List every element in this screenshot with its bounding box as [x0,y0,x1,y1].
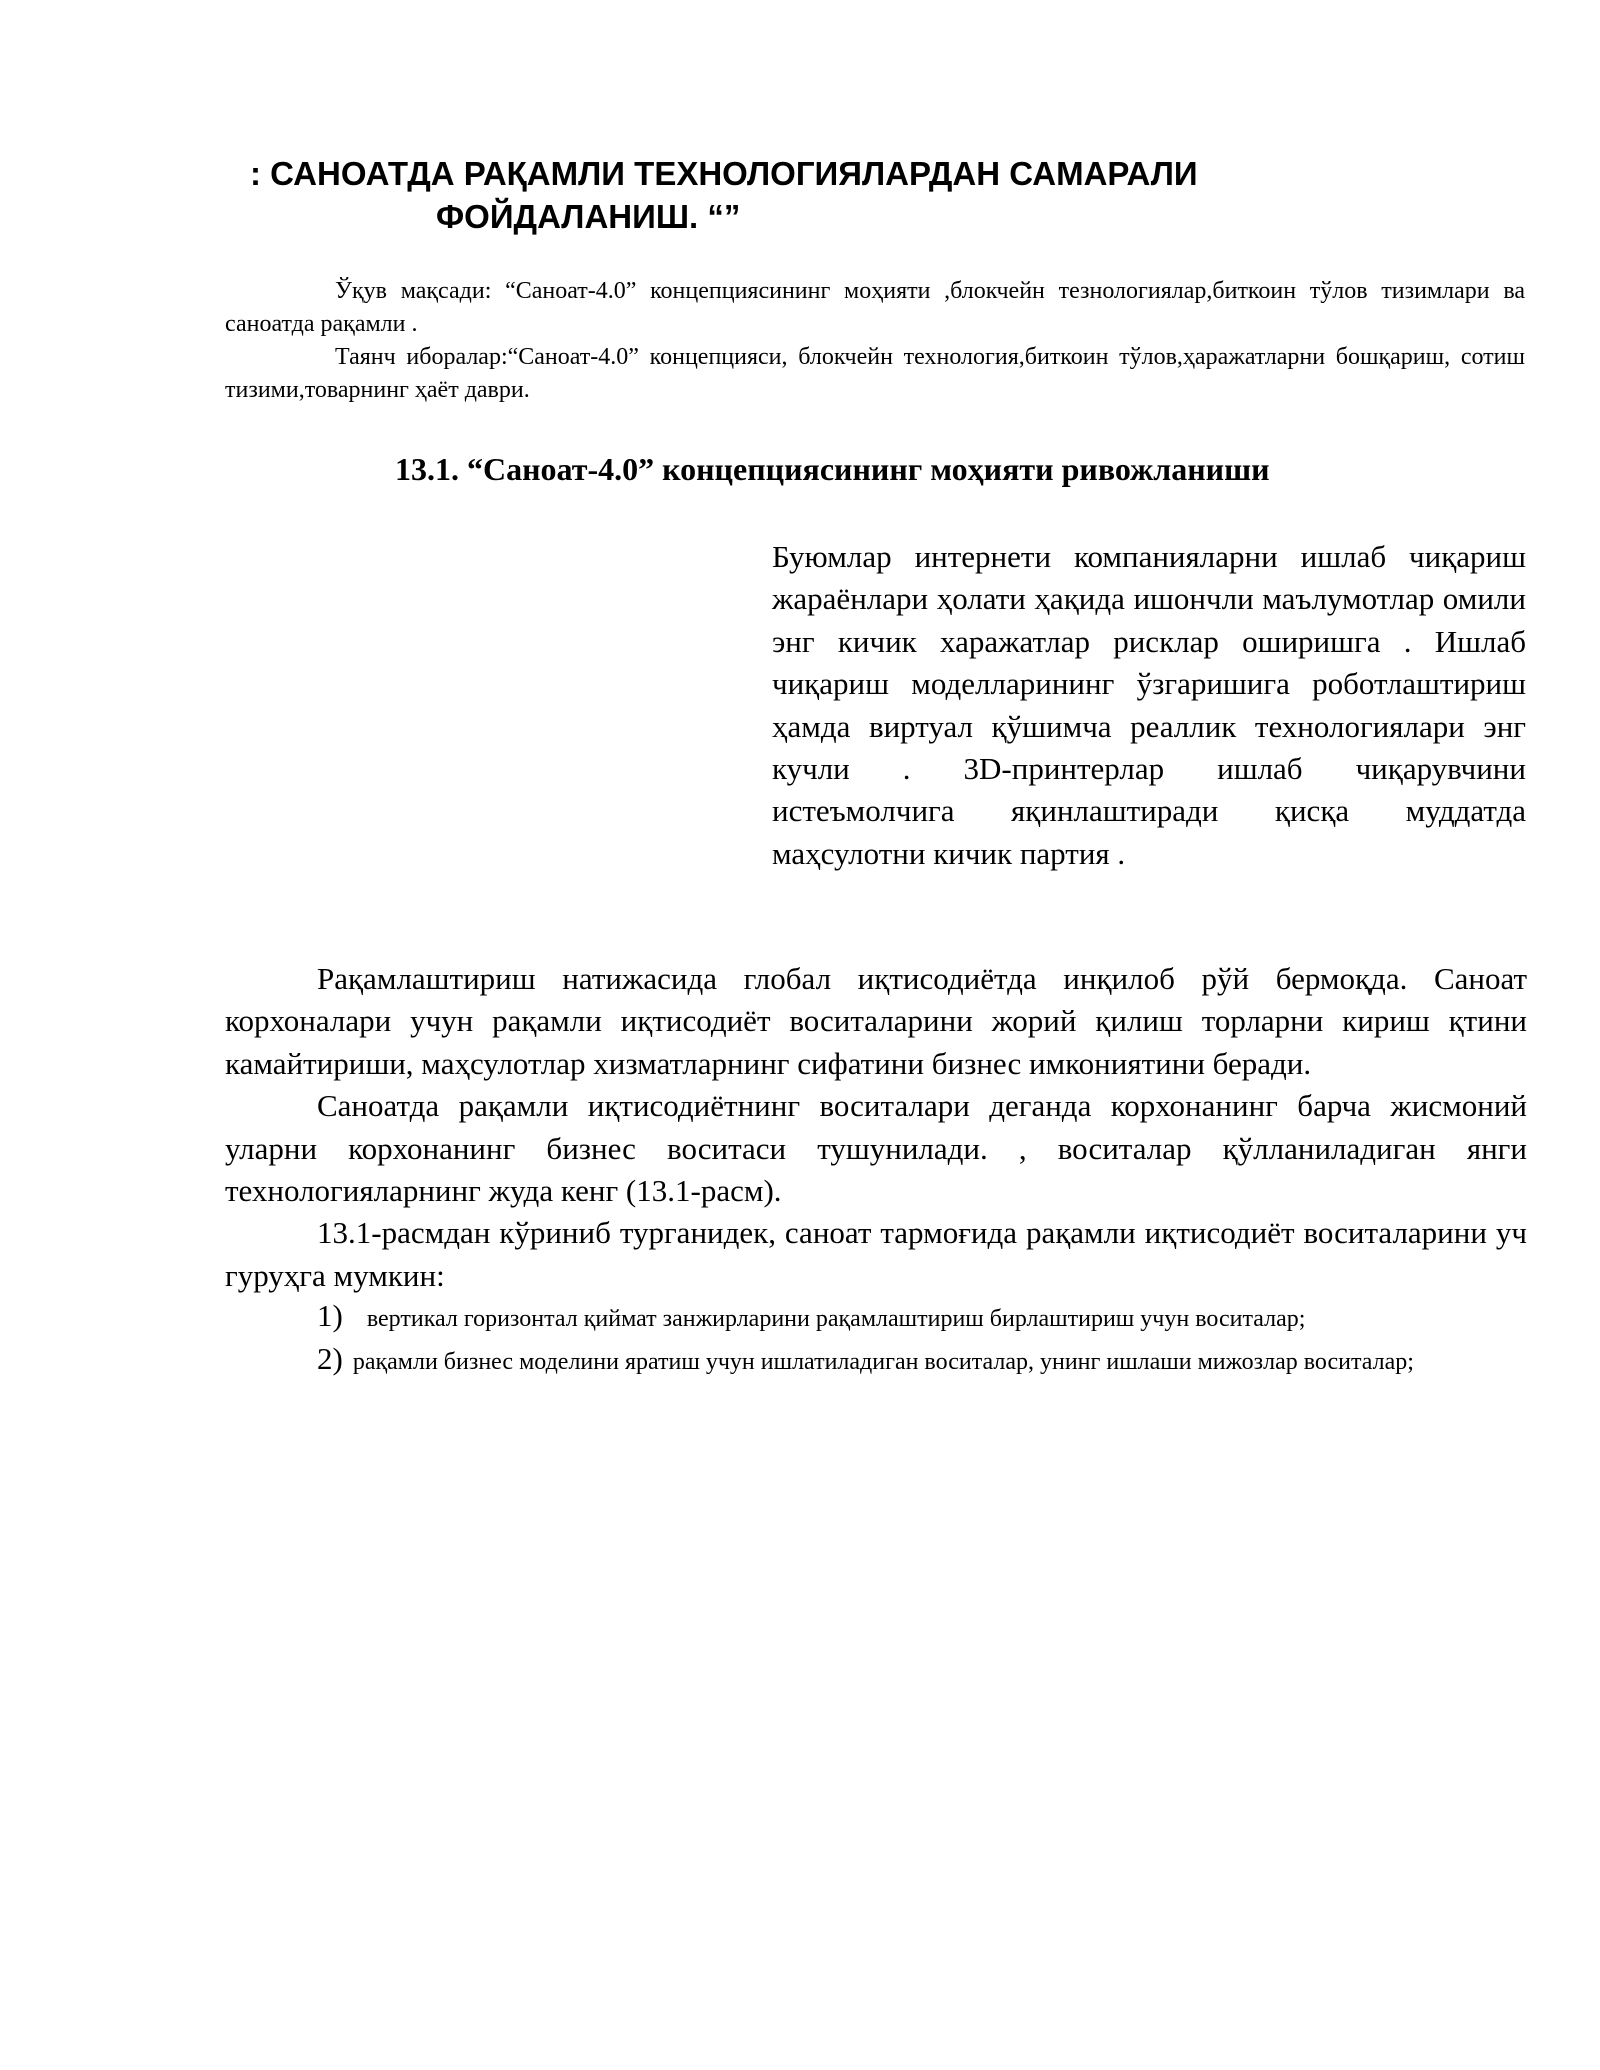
title-line-1: : САНОАТДА РАҚАМЛИ ТЕХНОЛОГИЯЛАРДАН САМАРАЛИ [250,155,1198,192]
body-paragraph: Рақамлаштириш натижасида глобал иқтисодиётда инқилоб рўй бермоқда. Саноат корхоналари учун рақамли иқтисодиёт воситаларини жорий қилиш торларни кириш қтини камайтириши, маҳсулотлар хизматларнинг сифатини бизнес имкониятини беради. [225,961,1527,1081]
list-item-number: 2) [317,1341,343,1377]
body-paragraph: 13.1-расмдан кўриниб турганидек, саноат тармоғида рақамли иқтисодиёт воситаларини уч гуруҳга мумкин: [225,1215,1527,1293]
list-item-text: рақамли бизнес моделини яратиш учун ишлатиладиган воситалар, унинг ишлаши мижозлар воситалар; [352,1349,1414,1376]
list-item [225,1299,1527,1336]
section-heading: 13.1. “Саноат-4.0” концепциясининг моҳияти ривожланиши [395,451,1270,487]
list-item-number: 1) [317,1298,343,1334]
key-terms: Таянч иборалар:“Саноат-4.0” концепцияси, блокчейн технология,биткоин тўлов,ҳаражатларни бошқариш, сотиш тизими,товарнинг ҳаёт даври. [225,344,1525,403]
list-item [225,1342,1527,1379]
body-text [225,958,1527,1379]
learning-goal: Ўқув мақсади: “Саноат-4.0” концепциясининг моҳияти ,блокчейн тезнологиялар,биткоин тўлов тизимлари ва саноатда рақамли . [225,278,1525,337]
body-paragraph: Саноатда рақамли иқтисодиётнинг воситалари деганда корхонанинг барча жисмоний уларни корхонанинг бизнес воситаси тушунилади. , воситалар қўлланиладиган янги технологияларнинг жуда кенг (13.1-расм). [225,1088,1527,1209]
title-line-2: ФОЙДАЛАНИШ. “” [436,198,741,235]
list-item-text: вертикал горизонтал қиймат занжирларини рақамлаштириш бирлаштириш учун воситалар; [366,1306,1306,1333]
epigraph-paragraph: Буюмлар интернети компанияларни ишлаб чиқариш жараёнлари ҳолати ҳақида ишончли маълумотлар омили энг кичик харажатлар рисклар оширишга . Ишлаб чиқариш моделларининг ўзгаришига роботлаштириш ҳамда виртуал қўшимча реаллик технологиялари энг кучли . 3D-принтерлар ишлаб чиқарувчини истеъмолчига яқинлаштиради қисқа муддатда маҳсулотни кичик партия . [772,539,1526,871]
page-title [250,152,1370,238]
